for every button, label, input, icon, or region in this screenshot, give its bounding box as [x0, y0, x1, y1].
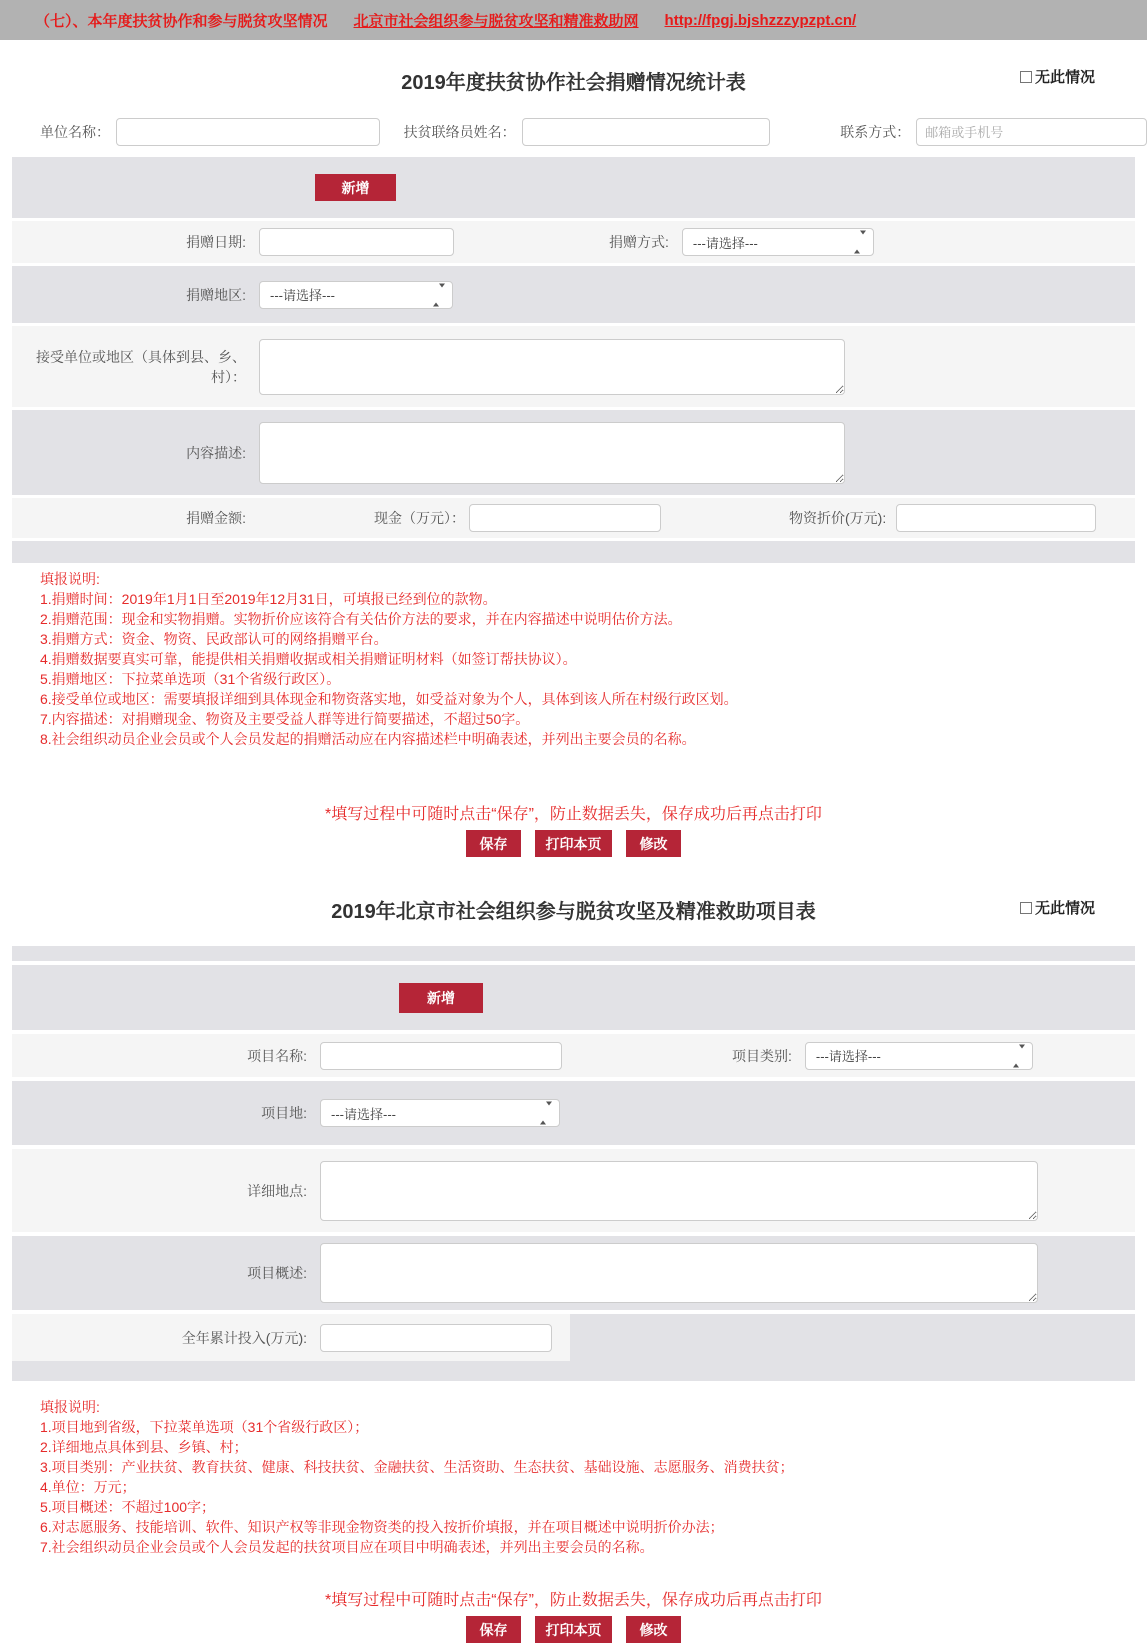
select-spinner-icon	[540, 1106, 552, 1121]
project-invest-row-wrap	[12, 1314, 1135, 1381]
donation-region-select[interactable]	[259, 281, 453, 309]
donation-method-select-value: ---请选择---	[692, 235, 758, 251]
project-location-row	[12, 1081, 1135, 1145]
donation-region-select-value: ---请选择---	[270, 288, 335, 303]
donation-receiver-label: 接受单位或地区（具体到县、乡、村）：	[36, 348, 246, 385]
project-no-case-checkbox[interactable]	[1020, 902, 1032, 914]
project-category-label: 项目类别:	[732, 1047, 792, 1064]
note-line: 5.捐赠地区：下拉菜单选项（31个省级行政区）。	[40, 671, 341, 687]
org-name-input[interactable]	[116, 118, 380, 146]
donation-region-row	[12, 266, 1135, 323]
project-no-case-label: 无此情况	[1034, 900, 1095, 917]
select-spinner-icon	[1013, 1048, 1025, 1063]
project-table-top-band	[12, 946, 1135, 961]
project-save-button[interactable]: 保存	[466, 1616, 521, 1643]
project-button-bar	[0, 1616, 1147, 1643]
liaison-name-label: 扶贫联络员姓名：	[403, 124, 516, 140]
note-line: 1.项目地到省级，下拉菜单选项（31个省级行政区）；	[40, 1419, 369, 1435]
project-invest-row	[12, 1314, 570, 1361]
project-save-note: *填写过程中可随时点击“保存”，防止数据丢失，保存成功后再点击打印	[325, 1592, 822, 1609]
donation-cash-input[interactable]	[469, 504, 661, 532]
project-address-textarea[interactable]	[320, 1161, 1038, 1221]
project-name-input[interactable]	[320, 1042, 562, 1070]
donation-receiver-textarea[interactable]	[259, 339, 845, 395]
donation-add-button[interactable]: 新增	[315, 174, 396, 201]
note-line: 2.详细地点具体到县、乡镇、村；	[40, 1439, 248, 1455]
donation-table	[12, 157, 1135, 563]
donation-print-button[interactable]: 打印本页	[535, 830, 612, 857]
project-category-select-value: ---请选择---	[815, 1049, 881, 1064]
donation-method-label: 捐赠方式:	[609, 234, 669, 250]
donation-desc-label: 内容描述:	[186, 444, 246, 461]
note-line: 6.接受单位或地区：需要填报详细到具体现金和物资落实地，如受益对象为个人，具体到该人所在村级行政区划。	[40, 691, 738, 707]
note-line: 6.对志愿服务、技能培训、软件、知识产权等非现金物资类的投入按折价填报，并在项目概述中说明折价办法；	[40, 1519, 724, 1535]
donation-receiver-row	[12, 326, 1135, 407]
donation-no-case-group[interactable]	[1020, 66, 1095, 87]
donation-section-header	[0, 66, 1147, 95]
donation-save-button[interactable]: 保存	[466, 830, 521, 857]
donation-amount-row	[12, 498, 1135, 538]
donation-desc-textarea[interactable]	[259, 422, 845, 484]
donation-no-case-label: 无此情况	[1034, 69, 1095, 86]
topbar-site-url-link[interactable]: http://fpgj.bjshzzzypzpt.cn/	[664, 11, 857, 29]
project-add-row	[12, 965, 1135, 1030]
notes-title: 填报说明:	[40, 571, 100, 587]
topbar-section-label: （七）、本年度扶贫协作和参与脱贫攻坚情况	[35, 12, 328, 30]
donation-table-footer-band	[12, 541, 1135, 563]
project-category-select[interactable]	[805, 1042, 1033, 1070]
donation-date-input[interactable]	[259, 228, 454, 256]
project-summary-textarea[interactable]	[320, 1243, 1038, 1303]
note-line: 1.捐赠时间：2019年1月1日至2019年12月31日，可填报已经到位的款物。	[40, 591, 497, 607]
donation-goods-input[interactable]	[896, 504, 1096, 532]
project-table	[12, 946, 1135, 1381]
note-line: 4.捐赠数据要真实可靠，能提供相关捐赠收据或相关捐赠证明材料（如签订帮扶协议）。	[40, 651, 577, 667]
donation-date-row	[12, 221, 1135, 263]
project-summary-row	[12, 1236, 1135, 1310]
note-line: 7.社会组织动员企业会员或个人会员发起的扶贫项目应在项目中明确表述，并列出主要会员的名称。	[40, 1539, 654, 1555]
donation-form-title: 2019年度扶贫协作社会捐赠情况统计表	[401, 72, 746, 94]
project-modify-button[interactable]: 修改	[626, 1616, 681, 1643]
liaison-name-input[interactable]	[522, 118, 771, 146]
project-invest-input[interactable]	[320, 1324, 552, 1352]
project-invest-label: 全年累计投入(万元):	[181, 1329, 307, 1346]
select-spinner-icon	[433, 287, 445, 302]
note-line: 3.项目类别：产业扶贫、教育扶贫、健康、科技扶贫、金融扶贫、生活资助、生态扶贫、基础设施、志愿服务、消费扶贫；	[40, 1459, 794, 1475]
project-add-button[interactable]: 新增	[399, 983, 483, 1013]
donation-date-label: 捐赠日期:	[186, 234, 246, 250]
notes-title: 填报说明:	[40, 1399, 100, 1415]
contact-input[interactable]	[916, 118, 1147, 146]
project-address-label: 详细地点:	[247, 1182, 307, 1199]
project-address-row	[12, 1149, 1135, 1232]
donation-region-label: 捐赠地区:	[186, 286, 246, 303]
select-spinner-icon	[854, 235, 866, 250]
project-location-select[interactable]	[320, 1099, 560, 1127]
contact-label: 联系方式：	[840, 124, 911, 140]
note-line: 8.社会组织动员企业会员或个人会员发起的捐赠活动应在内容描述栏中明确表述，并列出主要会员的名称。	[40, 731, 696, 747]
donation-amount-label: 捐赠金额:	[186, 510, 246, 526]
donation-desc-row	[12, 410, 1135, 495]
project-name-label: 项目名称:	[247, 1047, 307, 1064]
project-print-button[interactable]: 打印本页	[535, 1616, 612, 1643]
donation-button-bar	[0, 830, 1147, 857]
donation-method-select[interactable]	[682, 228, 874, 256]
project-location-label: 项目地:	[261, 1105, 307, 1121]
project-form-title: 2019年北京市社会组织参与脱贫攻坚及精准救助项目表	[331, 901, 816, 923]
org-info-row	[40, 118, 1147, 146]
org-name-label: 单位名称：	[40, 124, 110, 140]
project-location-select-value: ---请选择---	[331, 1106, 396, 1122]
donation-save-note: *填写过程中可随时点击“保存”，防止数据丢失，保存成功后再点击打印	[325, 806, 822, 823]
donation-add-row	[12, 157, 1135, 218]
donation-goods-label: 物资折价(万元):	[789, 510, 887, 526]
donation-cash-label: 现金（万元）：	[374, 510, 465, 526]
project-no-case-group[interactable]	[1020, 897, 1095, 918]
note-line: 3.捐赠方式：资金、物资、民政部认可的网络捐赠平台。	[40, 631, 388, 647]
donation-modify-button[interactable]: 修改	[626, 830, 681, 857]
donation-notes	[40, 569, 1147, 749]
note-line: 5.项目概述：不超过100字；	[40, 1499, 216, 1515]
project-name-row	[12, 1034, 1135, 1077]
note-line: 2.捐赠范围：现金和实物捐赠。实物折价应该符合有关估价方法的要求，并在内容描述中说明估价方法。	[40, 611, 682, 627]
note-line: 7.内容描述：对捐赠现金、物资及主要受益人群等进行简要描述，不超过50字。	[40, 711, 530, 727]
topbar-site-link[interactable]: 北京市社会组织参与脱贫攻坚和精准救助网	[353, 12, 639, 30]
project-summary-label: 项目概述:	[247, 1265, 307, 1281]
top-bar	[0, 0, 1147, 40]
note-line: 4.单位：万元；	[40, 1479, 136, 1495]
project-section-header	[0, 895, 1147, 924]
project-notes	[40, 1397, 1147, 1557]
donation-no-case-checkbox[interactable]	[1020, 71, 1032, 83]
